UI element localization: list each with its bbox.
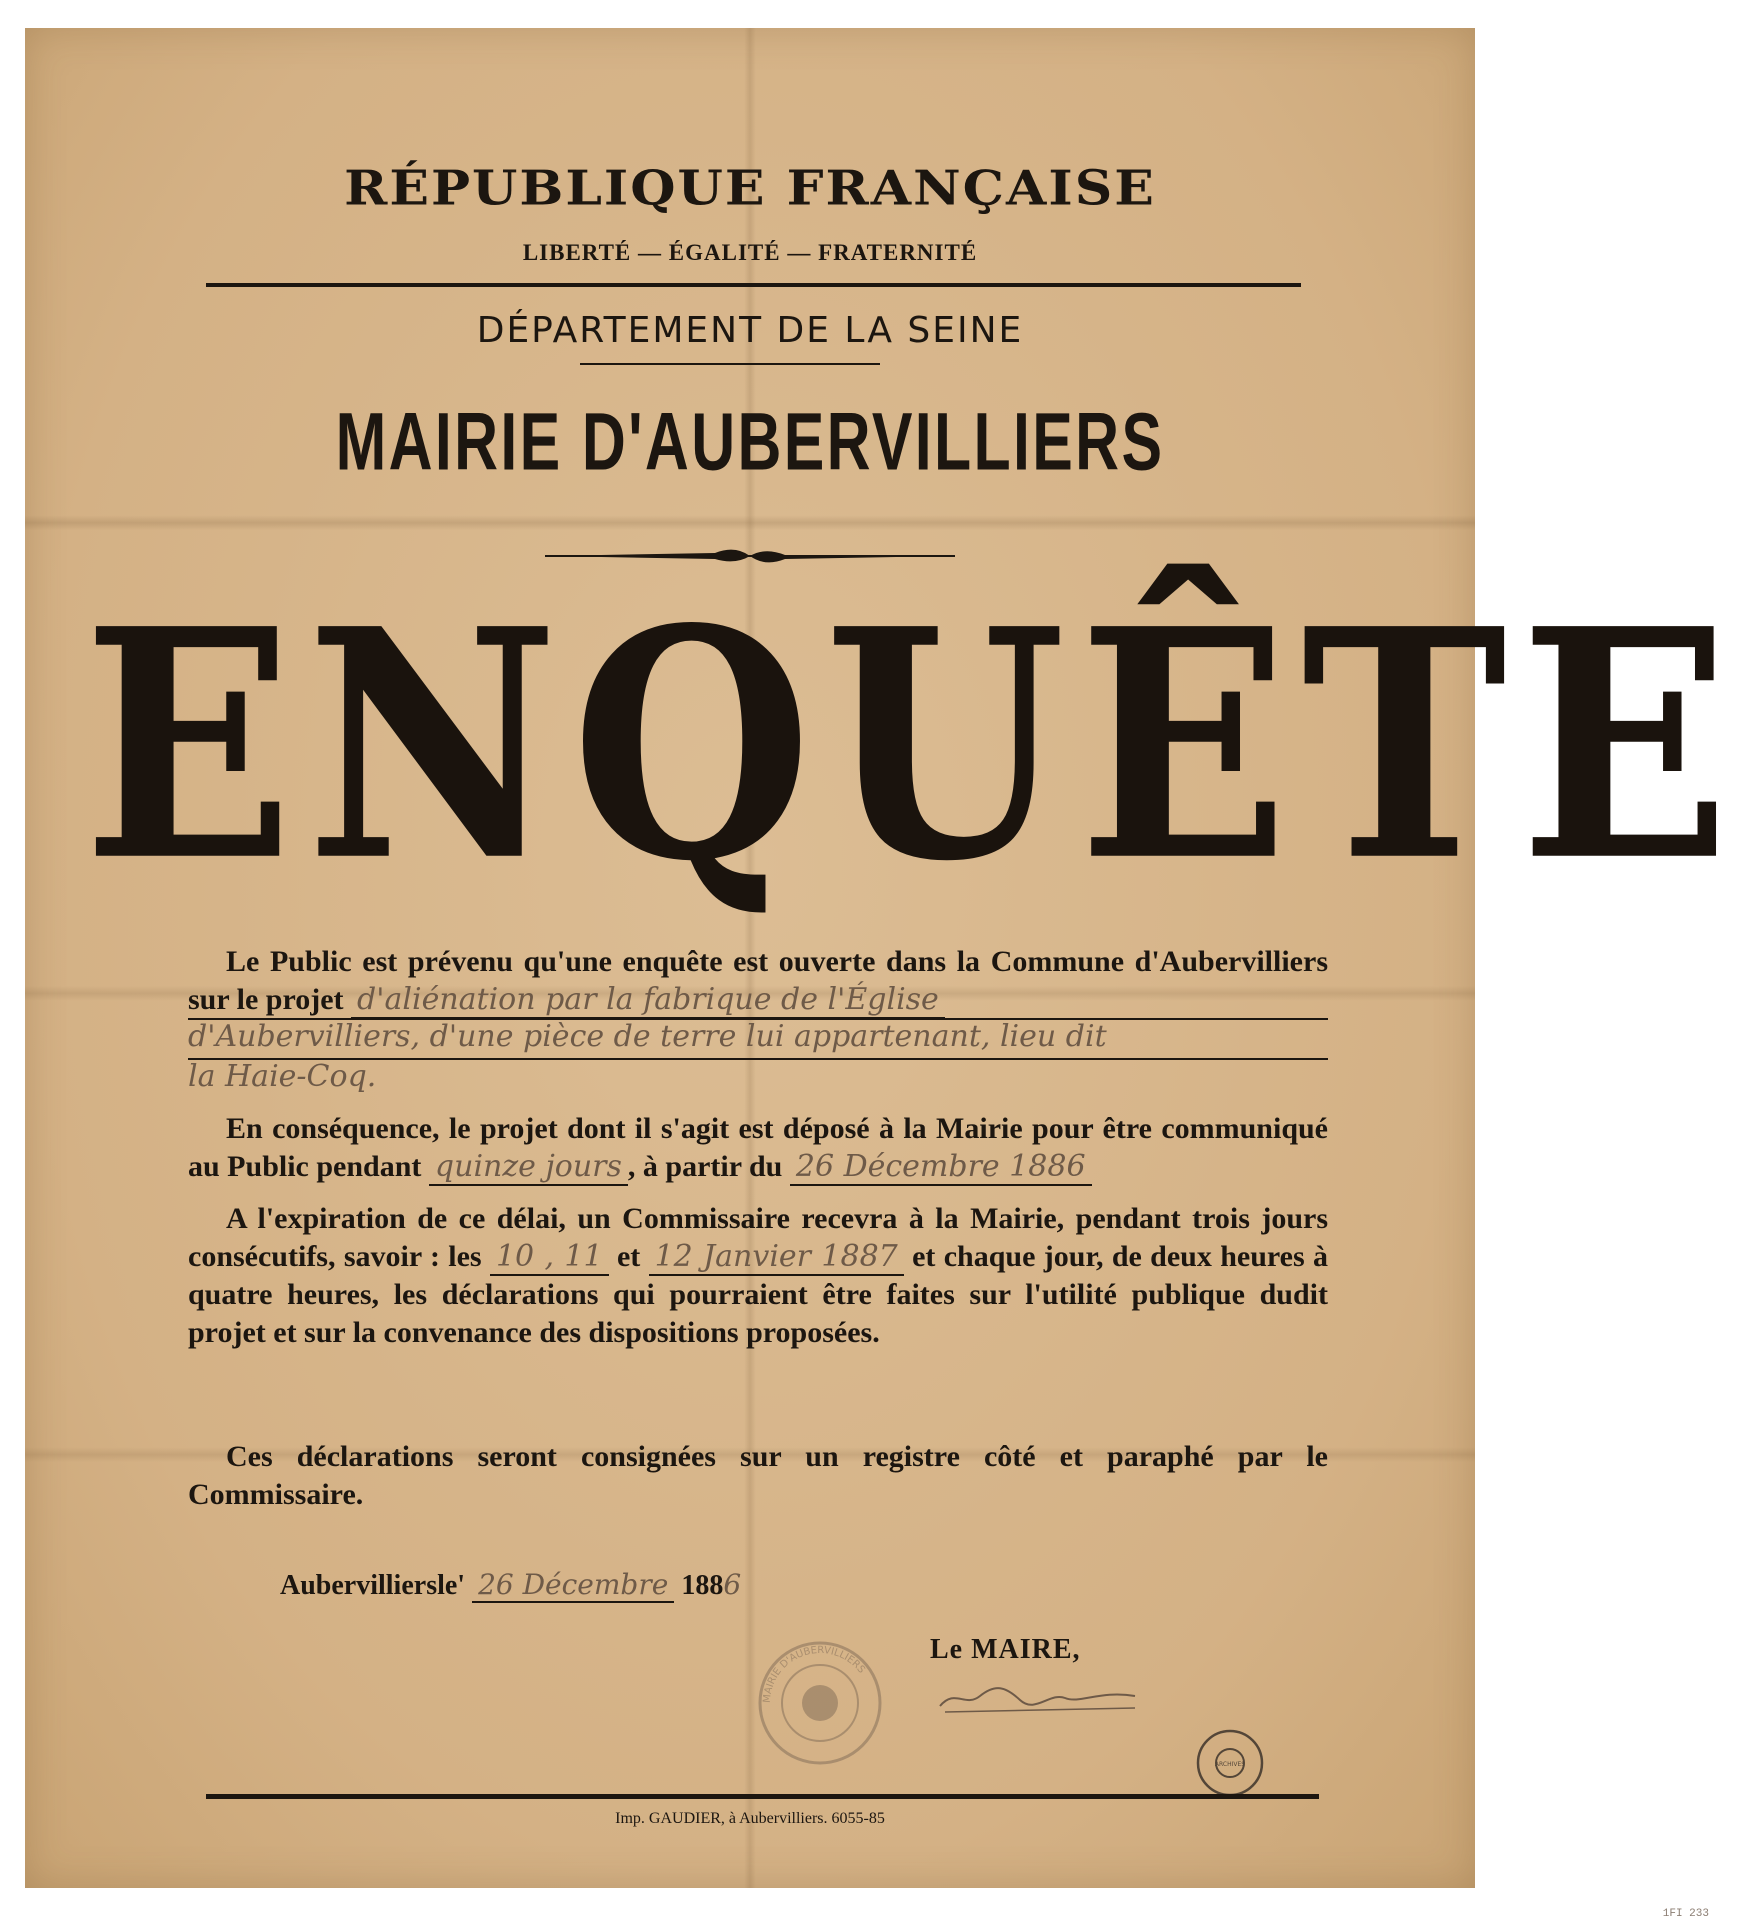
paragraph-deposit <box>188 1110 1328 1186</box>
paragraph-announcement <box>188 943 1328 1019</box>
catalog-number: 1FI 233 <box>1662 1908 1709 1920</box>
maire-title: Le MAIRE, <box>930 1634 1081 1665</box>
mairie-heading: MAIRIE D'AUBERVILLIERS <box>335 394 1165 488</box>
paragraph-commissioner <box>188 1200 1328 1352</box>
republic-heading: RÉPUBLIQUE FRANÇAISE <box>344 160 1156 217</box>
commissioner-hours-text: et chaque jour, de deux heures à quatre heures, les déclarations qui pourraient être faites sur l'utilité publique dudit projet et sur la convenance des dispositions proposées. <box>188 1240 1328 1349</box>
commissioner-and: et <box>616 1240 641 1273</box>
handwritten-start-date: 26 Décembre 1886 <box>790 1149 1092 1186</box>
signature-year-hand: 6 <box>723 1568 742 1601</box>
divider-department <box>580 363 880 365</box>
archive-stamp-text: ARCHIVES <box>1214 1761 1246 1768</box>
announcement-text: Le Public est prévenu qu'une enquête est ouverte dans la Commune d'Aubervilliers sur le projet <box>188 945 1328 1016</box>
handwritten-days-b: 12 Janvier 1887 <box>649 1239 904 1276</box>
signature-date-row <box>280 1568 741 1602</box>
signature-year: 188 <box>681 1570 724 1601</box>
handwritten-project-line3-row <box>188 1058 1328 1094</box>
department-heading: DÉPARTEMENT DE LA SEINE <box>476 310 1024 351</box>
divider-bottom <box>206 1794 1319 1799</box>
deposit-from-text: , à partir du <box>627 1150 783 1183</box>
seal-text: MAIRIE D'AUBERVILLIERS <box>761 1644 867 1704</box>
poster-sheet <box>25 28 1743 1888</box>
handwritten-project-line3: la Haie-Coq. <box>188 1059 377 1094</box>
divider-top <box>206 283 1301 287</box>
deposit-text: En conséquence, le projet dont il s'agit est déposé à la Mairie pour être communiqué au Public pendant <box>188 1112 1328 1183</box>
handwritten-days-a: 10 , 11 <box>490 1239 609 1276</box>
handwritten-project-line2-row <box>188 1018 1328 1054</box>
national-motto: LIBERTÉ — ÉGALITÉ — FRATERNITÉ <box>522 240 978 265</box>
handwritten-duration: quinze jours <box>429 1149 628 1186</box>
archives-stamp <box>1195 1728 1265 1798</box>
mairie-seal-stamp <box>755 1638 885 1768</box>
maire-signature-scrawl <box>935 1678 1145 1718</box>
commissioner-text: A l'expiration de ce délai, un Commissaire recevra à la Mairie, pendant trois jours consécutifs, savoir : les <box>188 1202 1328 1273</box>
handwritten-project-line2: d'Aubervilliers, d'une pièce de terre lui appartenant, lieu dit <box>188 1019 1107 1054</box>
enquete-title: ENQUÊTE <box>83 559 1743 931</box>
paragraph-register: Ces déclarations seront consignées sur un registre côté et paraphé par le Commissaire. <box>188 1440 1328 1511</box>
handwritten-project-line1: d'aliénation par la fabrique de l'Église <box>351 982 945 1019</box>
handwritten-signature-date: 26 Décembre <box>472 1568 674 1603</box>
signature-place: Aubervilliersle' <box>280 1570 466 1601</box>
printer-imprint: Imp. GAUDIER, à Aubervilliers. 6055-85 <box>615 1810 885 1827</box>
